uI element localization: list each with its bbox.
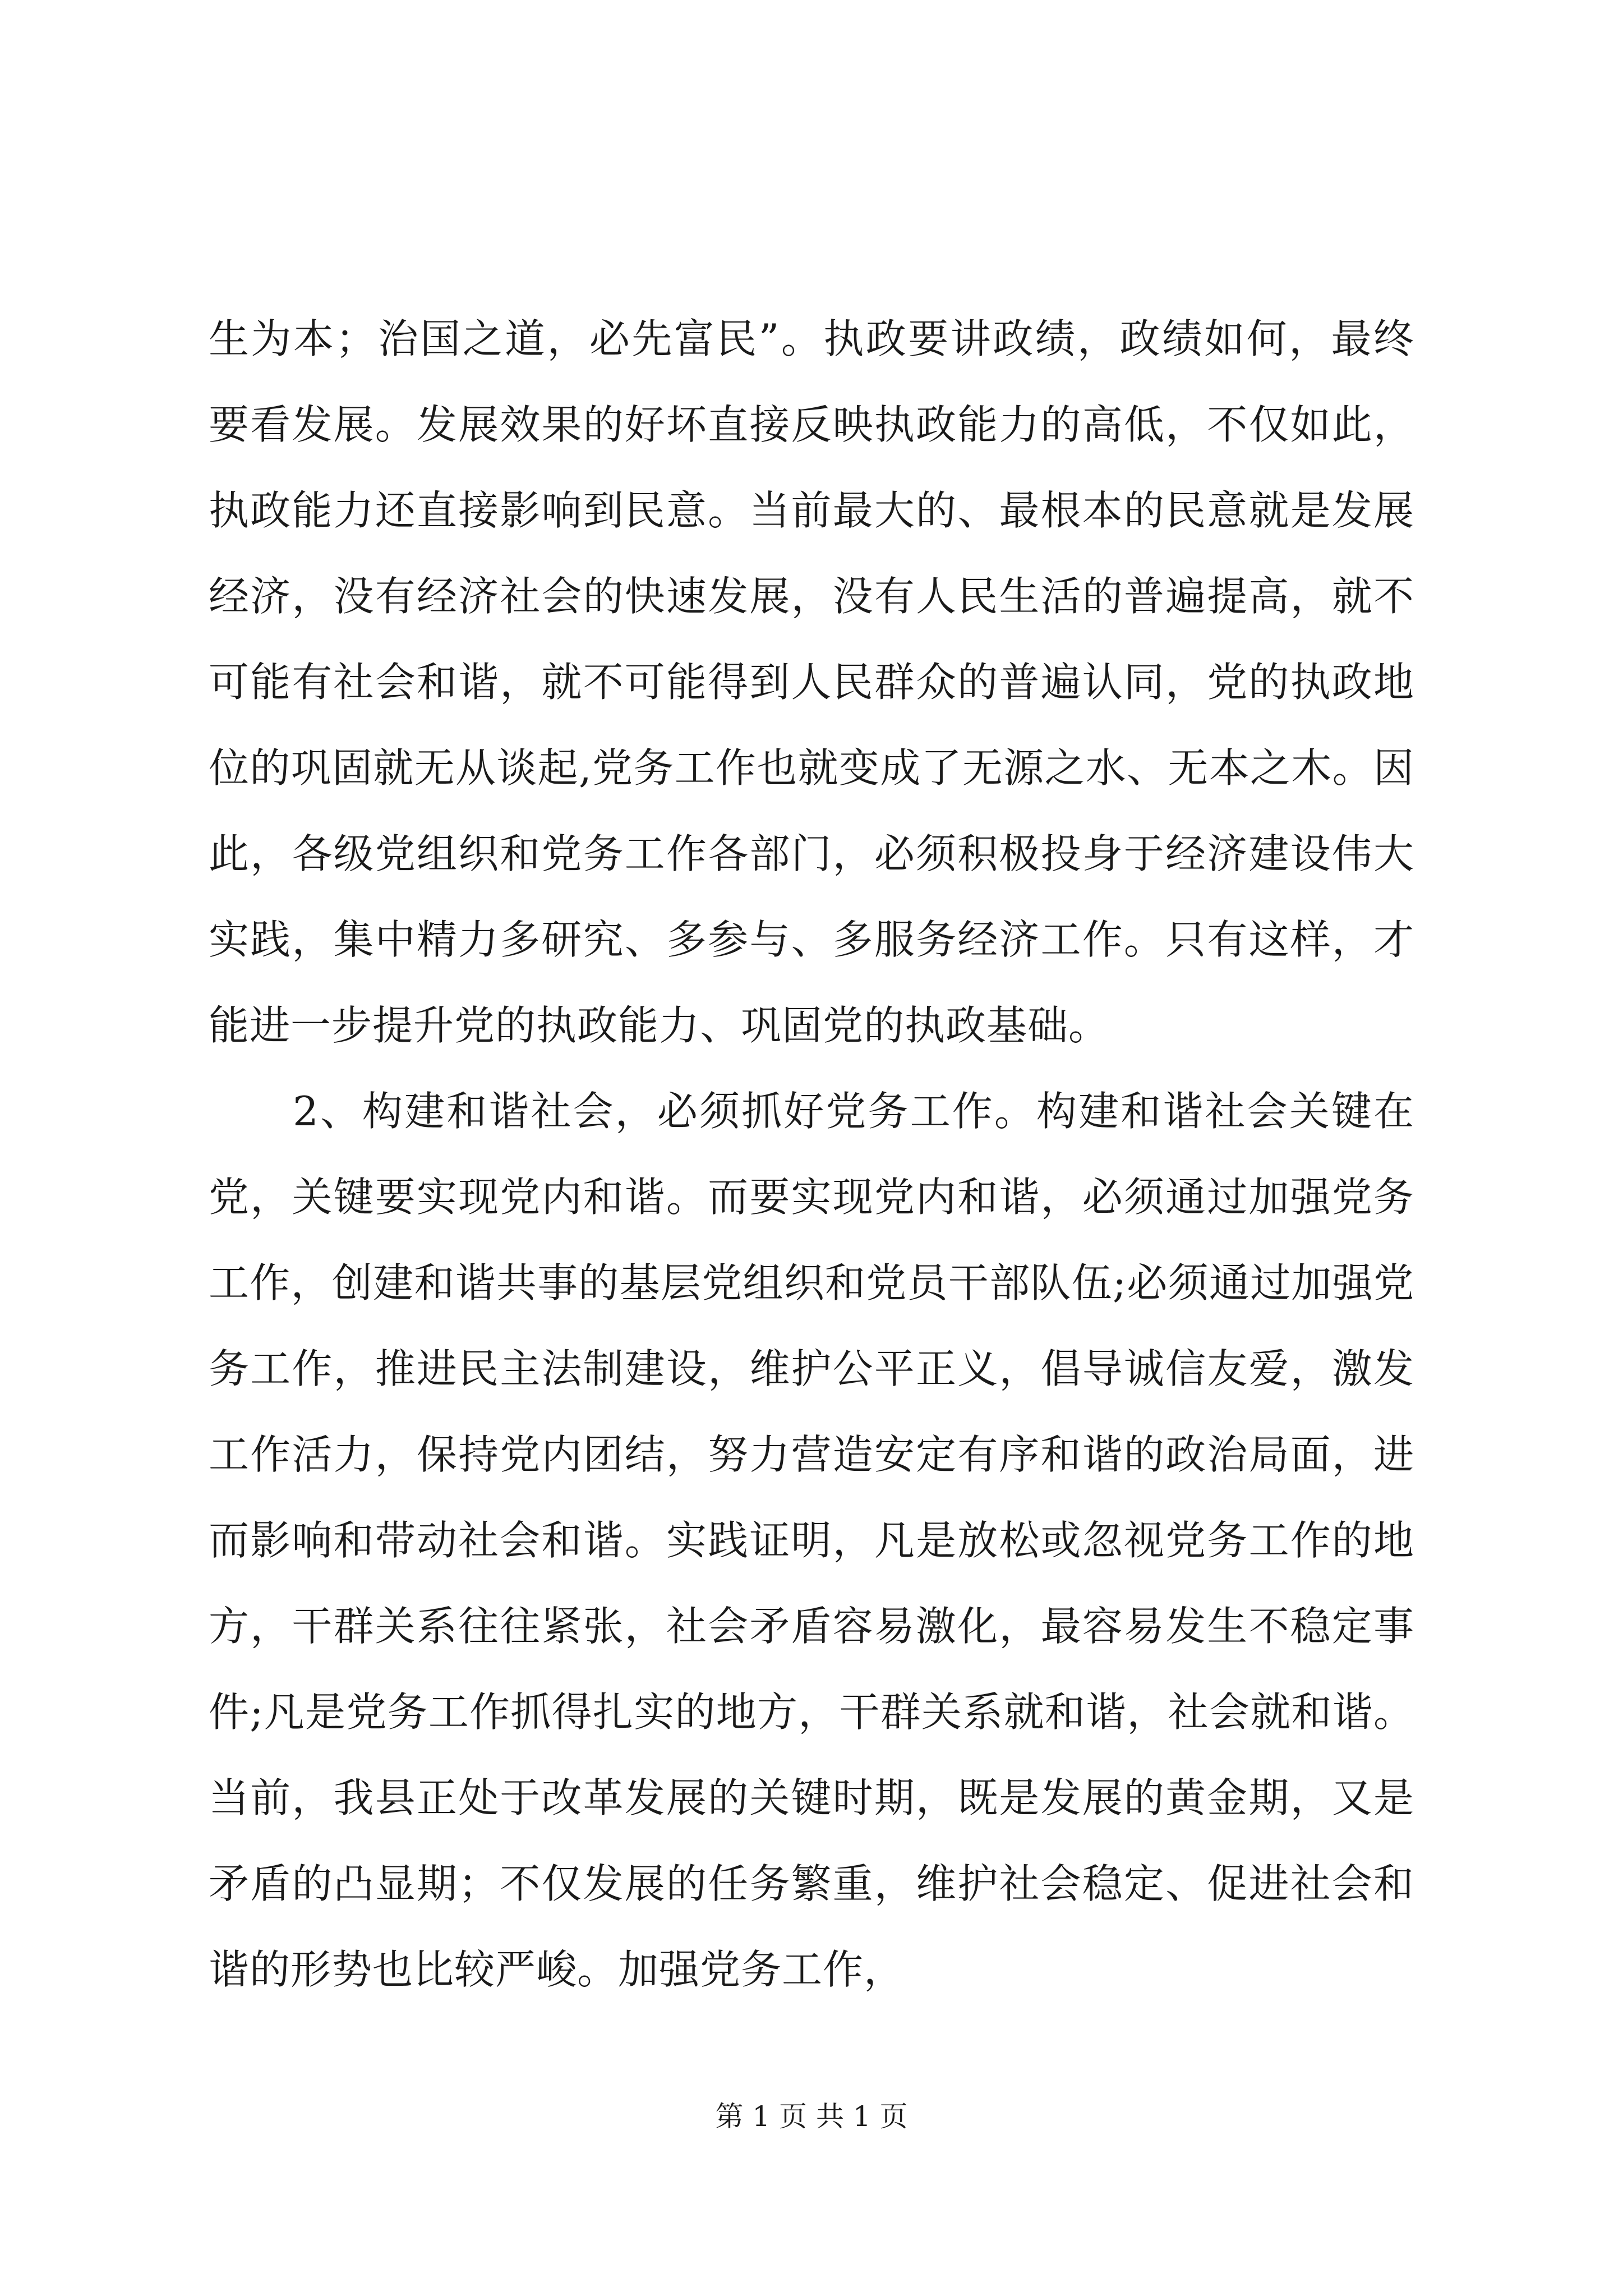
page-footer: 第 1 页 共 1 页 [715,2100,908,2133]
paragraph-continuation: 生为本；治国之道，必先富民”。执政要讲政绩，政绩如何，最终要看发展。发展效果的好坏直接反映执政能力的高低，不仅如此，执政能力还直接影响到民意。当前最大的、最根本的民意就是发展经济，没有经济社会的快速发展，没有人民生活的普遍提高，就不可能有社会和谐，就不可能得到人民群众的普遍认同，党的执政地位的巩固就无从谈起,党务工作也就变成了无源之水、无本之木。因此，各级党组织和党务工作各部门，必须积极投身于经济建设伟大实践，集中精力多研究、多参与、多服务经济工作。只有这样，才能进一步提升党的执政能力、巩固党的执政基础。 [209,315,1414,1049]
paragraph-harmonious-society: 2、构建和谐社会，必须抓好党务工作。构建和谐社会关键在党，关键要实现党内和谐。而要实现党内和谐，必须通过加强党务工作，创建和谐共事的基层党组织和党员干部队伍;必须通过加强党务工作，推进民主法制建设，维护公平正义，倡导诚信友爱，激发工作活力，保持党内团结，努力营造安定有序和谐的政治局面，进而影响和带动社会和谐。实践证明，凡是放松或忽视党务工作的地方，干群关系往往紧张，社会矛盾容易激化，最容易发生不稳定事件;凡是党务工作抓得扎实的地方，干群关系就和谐，社会就和谐。当前，我县正处于改革发展的关键时期，既是发展的黄金期，又是矛盾的凸显期；不仅发展的任务繁重，维护社会稳定、促进社会和谐的形势也比较严峻。加强党务工作， [209,1088,1414,1993]
body-text [209,296,1414,2013]
